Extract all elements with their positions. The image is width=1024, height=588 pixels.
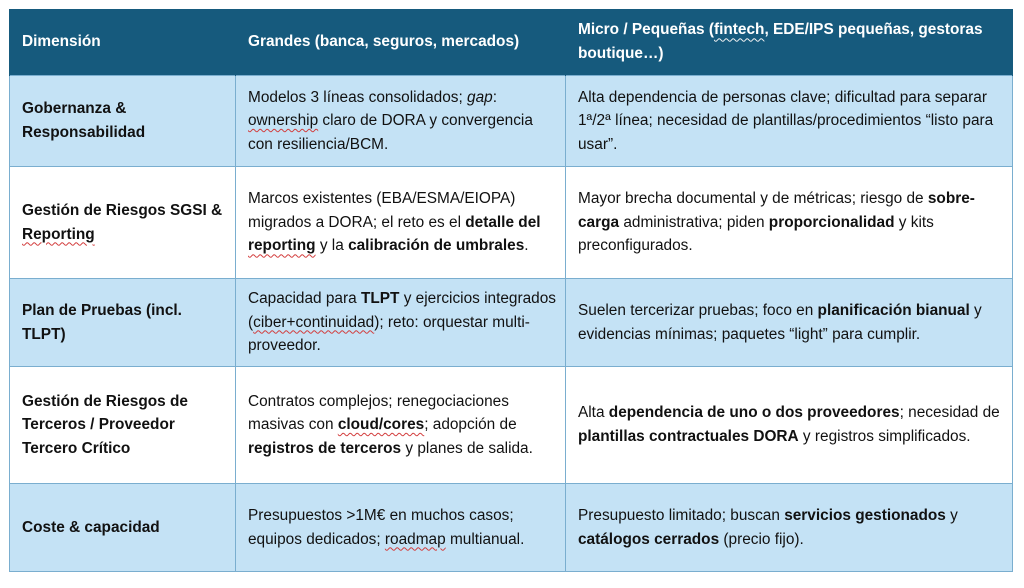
row-large	[236, 76, 566, 167]
text-run: multianual.	[445, 530, 525, 548]
comparison-table-wrapper	[9, 9, 1012, 572]
text-run: claro de DORA y convergencia con resiliencia/BCM.	[248, 112, 533, 153]
text-run: y la	[315, 237, 349, 255]
row-small	[566, 167, 1013, 279]
text-run: .	[524, 237, 529, 255]
header-dimension: Dimensión	[10, 9, 236, 76]
row-large	[236, 367, 566, 484]
row-dimension: Plan de Pruebas (incl. TLPT)	[10, 279, 236, 367]
text-run: Presupuestos >1M€ en muchos casos; equipos dedicados;	[248, 506, 514, 548]
text-run: dependencia de uno o dos proveedores	[608, 404, 900, 422]
text-run: :	[492, 88, 497, 106]
text-run: calibración de umbrales	[348, 237, 525, 255]
table-row	[10, 279, 1013, 367]
text-run: sobre-carga	[578, 190, 975, 231]
text-run: Gestión de Riesgos SGSI &	[22, 201, 223, 219]
text-run: ownership	[248, 112, 319, 130]
text-run: servicios gestionados	[784, 506, 946, 524]
text-run: Presupuesto limitado; buscan	[578, 506, 785, 524]
text-run: Alta	[578, 404, 609, 422]
text-run: y evidencias mínimas; paquetes “light” para cumplir.	[578, 301, 982, 343]
text-run: Capacidad para	[248, 290, 361, 308]
table-row	[10, 167, 1013, 279]
row-small	[566, 484, 1013, 572]
header-large: Grandes (banca, seguros, mercados)	[236, 9, 566, 76]
text-run: gap	[467, 88, 493, 106]
row-large	[236, 279, 566, 367]
dora-comparison-table	[9, 9, 1013, 572]
text-run: Modelos 3 líneas consolidados;	[248, 88, 468, 106]
text-run: y	[945, 506, 958, 524]
row-dimension: Gobernanza & Responsabilidad	[10, 76, 236, 167]
text-run: proporcionalidad	[768, 213, 895, 231]
text-run: ; necesidad de	[899, 404, 1000, 422]
text-run: cloud/cores	[337, 416, 425, 434]
text-run: y planes de salida.	[401, 439, 533, 457]
row-dimension: Gestión de Riesgos de Terceros / Proveedor Tercero Crítico	[10, 367, 236, 484]
text-run: TLPT	[360, 290, 400, 308]
header-row	[10, 9, 1013, 76]
row-large	[236, 484, 566, 572]
text-run: Reporting	[22, 225, 95, 243]
text-run: planificación bianual	[817, 301, 970, 319]
text-run: Mayor brecha documental y de métricas; riesgo de	[578, 190, 928, 208]
row-dimension: Coste & capacidad	[10, 484, 236, 572]
text-run: Suelen tercerizar pruebas; foco en	[578, 301, 818, 319]
table-row	[10, 484, 1013, 572]
table-body	[10, 76, 1013, 572]
header-small-post: , EDE/IPS pequeñas, gestoras boutique…)	[578, 21, 983, 62]
text-run: Alta dependencia de personas clave; dificultad para separar 1ª/2ª línea; necesidad de plantillas/procedimientos “listo para usar”.	[578, 88, 994, 153]
text-run: y ejercicios integrados (	[248, 290, 556, 331]
text-run: registros de terceros	[248, 439, 402, 457]
text-run: y kits preconfigurados.	[578, 213, 934, 255]
row-small	[566, 367, 1013, 484]
text-run: detalle del	[465, 213, 541, 231]
text-run: reporting	[248, 237, 316, 255]
row-dimension	[10, 167, 236, 279]
header-small-fintech: fintech	[713, 21, 765, 39]
table-header	[10, 9, 1013, 76]
text-run: ); reto: orquestar multi-proveedor.	[248, 313, 530, 355]
text-run: Contratos complejos; renegociaciones masivas con	[248, 392, 509, 434]
row-small	[566, 279, 1013, 367]
text-run: y registros simplificados.	[798, 428, 971, 445]
table-row	[10, 367, 1013, 484]
text-run: ciber+continuidad	[253, 313, 375, 331]
text-run: catálogos cerrados	[578, 530, 720, 548]
text-run: administrativa; piden	[619, 213, 769, 231]
text-run: roadmap	[384, 530, 446, 548]
text-run: Marcos existentes (EBA/ESMA/EIOPA) migrados a DORA; el reto es el	[248, 190, 516, 231]
text-run: plantillas contractuales DORA	[578, 428, 799, 445]
text-run: (precio fijo).	[719, 530, 804, 548]
text-run: ; adopción de	[424, 416, 517, 434]
table-row	[10, 76, 1013, 167]
row-small	[566, 76, 1013, 167]
header-small	[566, 9, 1013, 76]
header-small-pre: Micro / Pequeñas (	[578, 21, 714, 39]
row-large	[236, 167, 566, 279]
